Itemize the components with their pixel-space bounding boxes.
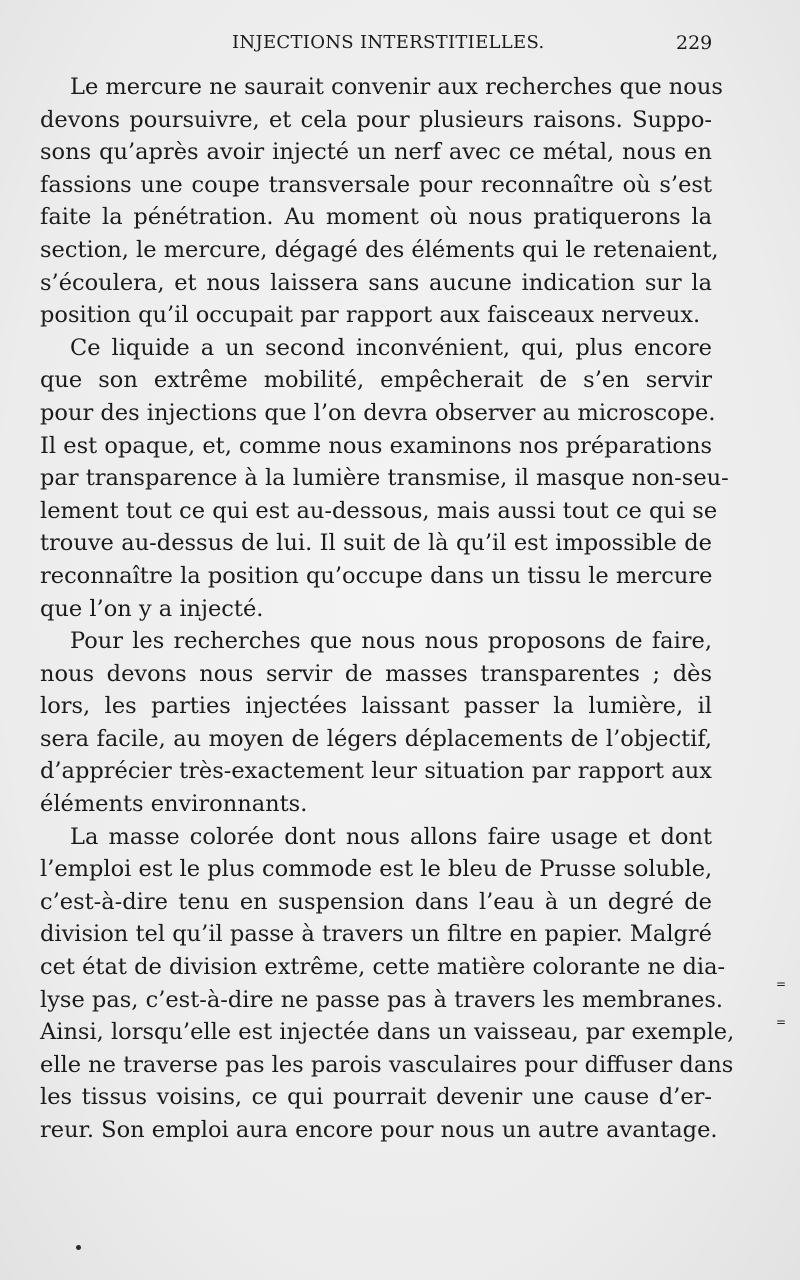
text-line: fassions une coupe transversale pour reconnaître où s’est — [40, 171, 712, 198]
text-line: Pour les recherches que nous nous proposons de faire, — [70, 628, 712, 655]
text-line: sons qu’après avoir injecté un nerf avec ce métal, nous en — [40, 139, 712, 166]
page-number: 229 — [676, 32, 713, 54]
text-line: Il est opaque, et, comme nous examinons nos préparations — [40, 432, 712, 459]
text-line: par transparence à la lumière transmise, il masque non-seu- — [40, 465, 729, 492]
text-line: pour des injections que l’on devra observer au microscope. — [40, 399, 716, 426]
text-line: devons poursuivre, et cela pour plusieurs raisons. Suppo- — [40, 106, 712, 133]
text-line: lyse pas, c’est-à-dire ne passe pas à travers les membranes. — [40, 986, 724, 1013]
text-line: nous devons nous servir de masses transparentes ; dès — [40, 660, 712, 687]
text-line: reconnaître la position qu’occupe dans un tissu le mercure — [40, 562, 713, 589]
margin-mark: = — [776, 1015, 787, 1029]
running-title: INJECTIONS INTERSTITIELLES. — [232, 32, 545, 53]
text-line: que son extrême mobilité, empêcherait de s’en servir — [40, 367, 712, 394]
text-line: sera facile, au moyen de légers déplacements de l’objectif, — [40, 725, 712, 752]
margin-mark: = — [776, 977, 787, 991]
text-line: s’écoulera, et nous laissera sans aucune indication sur la — [40, 269, 712, 296]
text-line: Ainsi, lorsqu’elle est injectée dans un vaisseau, par exemple, — [40, 1019, 735, 1046]
text-line: Ce liquide a un second inconvénient, qui, plus encore — [70, 334, 712, 361]
text-line: Le mercure ne saurait convenir aux recherches que nous — [70, 74, 723, 100]
text-line: lors, les parties injectées laissant passer la lumière, il — [40, 693, 712, 720]
text-line: c’est-à-dire tenu en suspension dans l’eau à un degré de — [40, 888, 712, 915]
text-line: elle ne traverse pas les parois vasculaires pour diffuser dans — [40, 1051, 734, 1078]
body-text — [40, 71, 735, 1147]
text-line: faite la pénétration. Au moment où nous pratiquerons la — [40, 204, 712, 231]
text-line: d’apprécier très-exactement leur situation par rapport aux — [40, 758, 712, 785]
page-header — [0, 32, 800, 62]
text-line: cet état de division extrême, cette matière colorante ne dia- — [40, 954, 726, 981]
text-line: reur. Son emploi aura encore pour nous un autre avantage. — [40, 1117, 718, 1143]
text-line: division tel qu’il passe à travers un filtre en papier. Malgré — [40, 921, 712, 948]
text-line: La masse colorée dont nous allons faire usage et dont — [70, 823, 712, 850]
text-line: position qu’il occupait par rapport aux faisceaux nerveux. — [40, 302, 701, 329]
text-line: l’emploi est le plus commode est le bleu de Prusse soluble, — [40, 856, 713, 883]
text-line: trouve au-dessus de lui. Il suit de là qu’il est impossible de — [40, 530, 712, 557]
ink-speck — [76, 1245, 81, 1250]
text-line: les tissus voisins, ce qui pourrait devenir une cause d’er- — [40, 1084, 712, 1111]
text-line: lement tout ce qui est au-dessous, mais aussi tout ce qui se — [40, 497, 718, 524]
text-line: section, le mercure, dégagé des éléments qui le retenaient, — [40, 236, 719, 263]
text-line: éléments environnants. — [40, 791, 308, 818]
text-line: que l’on y a injecté. — [40, 595, 264, 622]
